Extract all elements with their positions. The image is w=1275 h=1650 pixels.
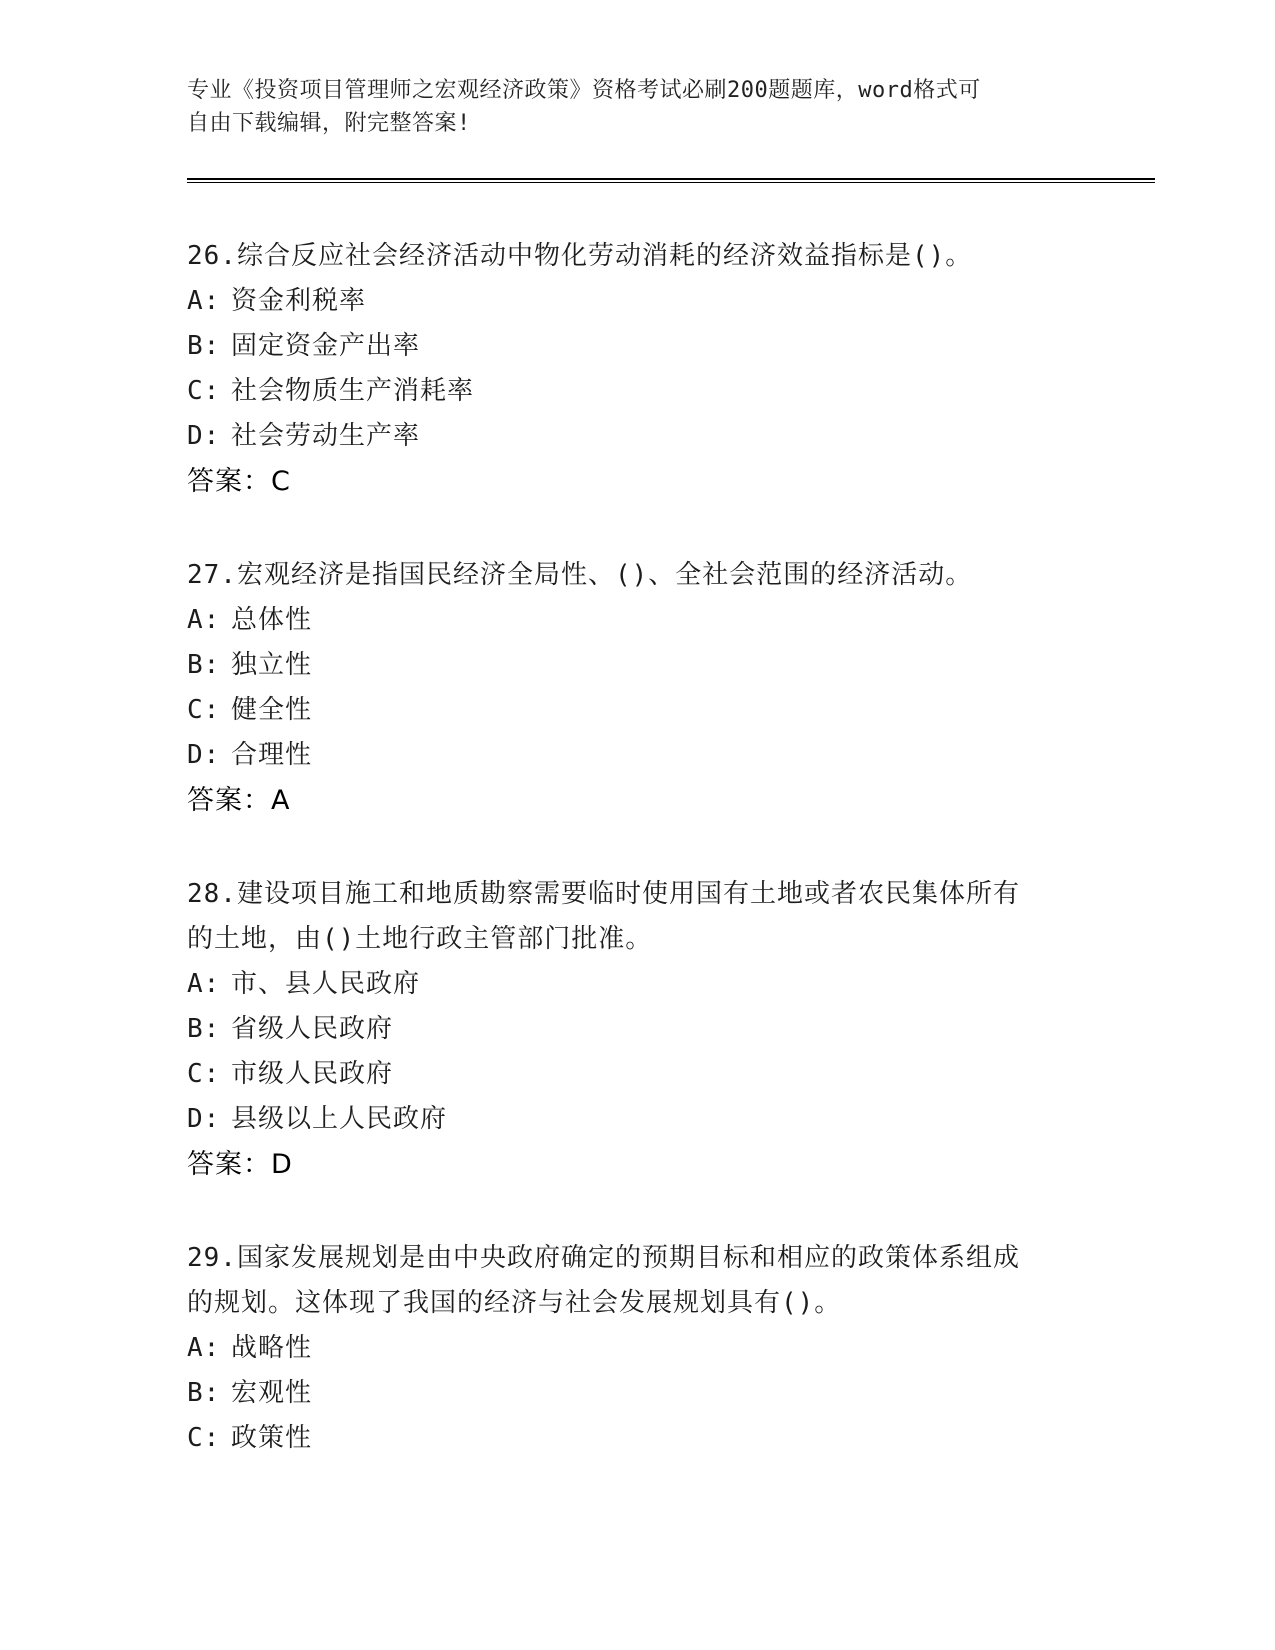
option-text: 县级以上人民政府 <box>231 1104 448 1134</box>
option-label: B: <box>187 1014 221 1044</box>
option-c <box>187 1416 1087 1461</box>
option-b <box>187 1371 1087 1416</box>
option-text: 资金利税率 <box>231 286 367 316</box>
option-text: 市级人民政府 <box>231 1059 394 1089</box>
option-a <box>187 598 1087 643</box>
option-b <box>187 643 1087 688</box>
document-header <box>187 74 1087 140</box>
question-stem: 28.建设项目施工和地质勘察需要临时使用国有土地或者农民集体所有 <box>187 879 1020 909</box>
option-text: 固定资金产出率 <box>231 331 421 361</box>
option-a <box>187 279 1087 324</box>
option-label: C: <box>187 1059 221 1089</box>
option-label: B: <box>187 650 221 680</box>
option-label: D: <box>187 740 221 770</box>
option-b <box>187 1007 1087 1052</box>
option-label: C: <box>187 1423 221 1453</box>
option-text: 社会物质生产消耗率 <box>231 376 475 406</box>
question-stem-continued: 的规划。这体现了我国的经济与社会发展规划具有()。 <box>187 1288 842 1318</box>
option-label: A: <box>187 605 221 635</box>
answer: 答案：D <box>187 1149 293 1180</box>
option-label: B: <box>187 331 221 361</box>
option-c <box>187 369 1087 414</box>
option-label: C: <box>187 695 221 725</box>
option-text: 合理性 <box>231 740 313 770</box>
header-divider-thick <box>187 178 1155 180</box>
answer: 答案：A <box>187 785 291 816</box>
option-d <box>187 733 1087 778</box>
option-label: A: <box>187 969 221 999</box>
option-c <box>187 1052 1087 1097</box>
question-29 <box>187 1236 1087 1461</box>
option-label: C: <box>187 376 221 406</box>
question-28 <box>187 872 1087 1187</box>
option-text: 健全性 <box>231 695 313 725</box>
option-text: 市、县人民政府 <box>231 969 421 999</box>
question-27 <box>187 553 1087 823</box>
question-stem-continued: 的土地，由()土地行政主管部门批准。 <box>187 924 653 954</box>
option-label: A: <box>187 286 221 316</box>
option-d <box>187 1097 1087 1142</box>
option-label: D: <box>187 1104 221 1134</box>
option-text: 战略性 <box>231 1333 313 1363</box>
answer: 答案：C <box>187 466 291 497</box>
option-a <box>187 962 1087 1007</box>
option-c <box>187 688 1087 733</box>
header-line-2: 自由下载编辑，附完整答案! <box>187 111 471 136</box>
option-label: B: <box>187 1378 221 1408</box>
question-26 <box>187 234 1087 504</box>
option-a <box>187 1326 1087 1371</box>
option-text: 社会劳动生产率 <box>231 421 421 451</box>
option-label: D: <box>187 421 221 451</box>
option-text: 总体性 <box>231 605 313 635</box>
option-label: A: <box>187 1333 221 1363</box>
option-text: 省级人民政府 <box>231 1014 394 1044</box>
option-text: 独立性 <box>231 650 313 680</box>
option-b <box>187 324 1087 369</box>
option-text: 宏观性 <box>231 1378 313 1408</box>
question-stem: 29.国家发展规划是由中央政府确定的预期目标和相应的政策体系组成 <box>187 1243 1020 1273</box>
option-d <box>187 414 1087 459</box>
header-line-1: 专业《投资项目管理师之宏观经济政策》资格考试必刷200题题库，word格式可 <box>187 78 981 103</box>
question-stem: 26.综合反应社会经济活动中物化劳动消耗的经济效益指标是()。 <box>187 241 973 271</box>
question-stem: 27.宏观经济是指国民经济全局性、()、全社会范围的经济活动。 <box>187 560 973 590</box>
option-text: 政策性 <box>231 1423 313 1453</box>
header-divider-thin <box>187 182 1155 183</box>
